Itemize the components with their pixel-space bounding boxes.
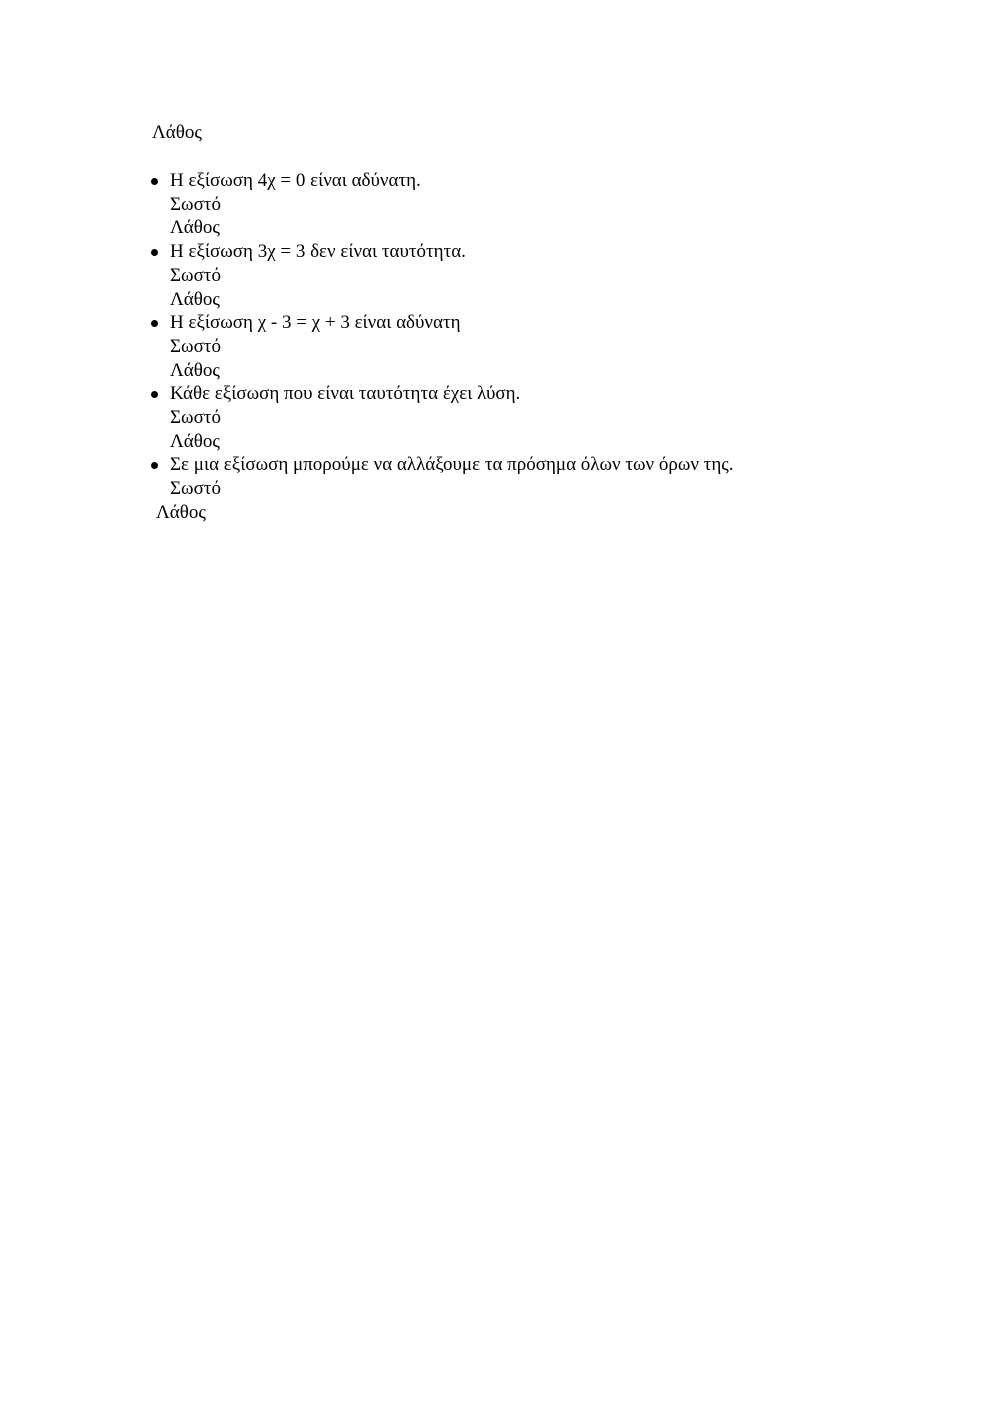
question-item-2 (150, 240, 910, 311)
question-item-5 (150, 453, 910, 524)
answer-option-true[interactable]: Σωστό (170, 407, 221, 429)
bullet-icon (151, 320, 158, 327)
question-text: Σε μια εξίσωση μπορούμε να αλλάξουμε τα πρόσημα όλων των όρων της. (170, 454, 734, 476)
answer-option-true[interactable]: Σωστό (170, 264, 221, 286)
answer-option-false[interactable]: Λάθος (170, 217, 220, 239)
question-text: Η εξίσωση χ - 3 = χ + 3 είναι αδύνατη (170, 312, 461, 334)
question-text: Η εξίσωση 4χ = 0 είναι αδύνατη. (170, 170, 421, 191)
answer-option-true[interactable]: Σωστό (170, 193, 221, 215)
question-text: Η εξίσωση 3χ = 3 δεν είναι ταυτότητα. (170, 241, 466, 263)
answer-option-false[interactable]: Λάθος (170, 288, 220, 310)
answer-option-false[interactable]: Λάθος (170, 430, 220, 452)
answer-option-false[interactable]: Λάθος (156, 501, 206, 523)
bullet-icon (151, 462, 158, 469)
bullet-icon (151, 249, 158, 256)
question-text: Κάθε εξίσωση που είναι ταυτότητα έχει λύση. (170, 383, 521, 405)
bullet-icon (151, 178, 158, 185)
answer-option-true[interactable]: Σωστό (170, 335, 221, 357)
question-item-4 (150, 382, 910, 453)
question-item-1 (150, 169, 910, 240)
question-list (150, 169, 910, 525)
answer-option-true[interactable]: Σωστό (170, 478, 221, 500)
answer-option-false[interactable]: Λάθος (170, 359, 220, 381)
leading-answer-text: Λάθος (152, 122, 202, 143)
bullet-icon (151, 391, 158, 398)
question-item-3 (150, 311, 910, 382)
